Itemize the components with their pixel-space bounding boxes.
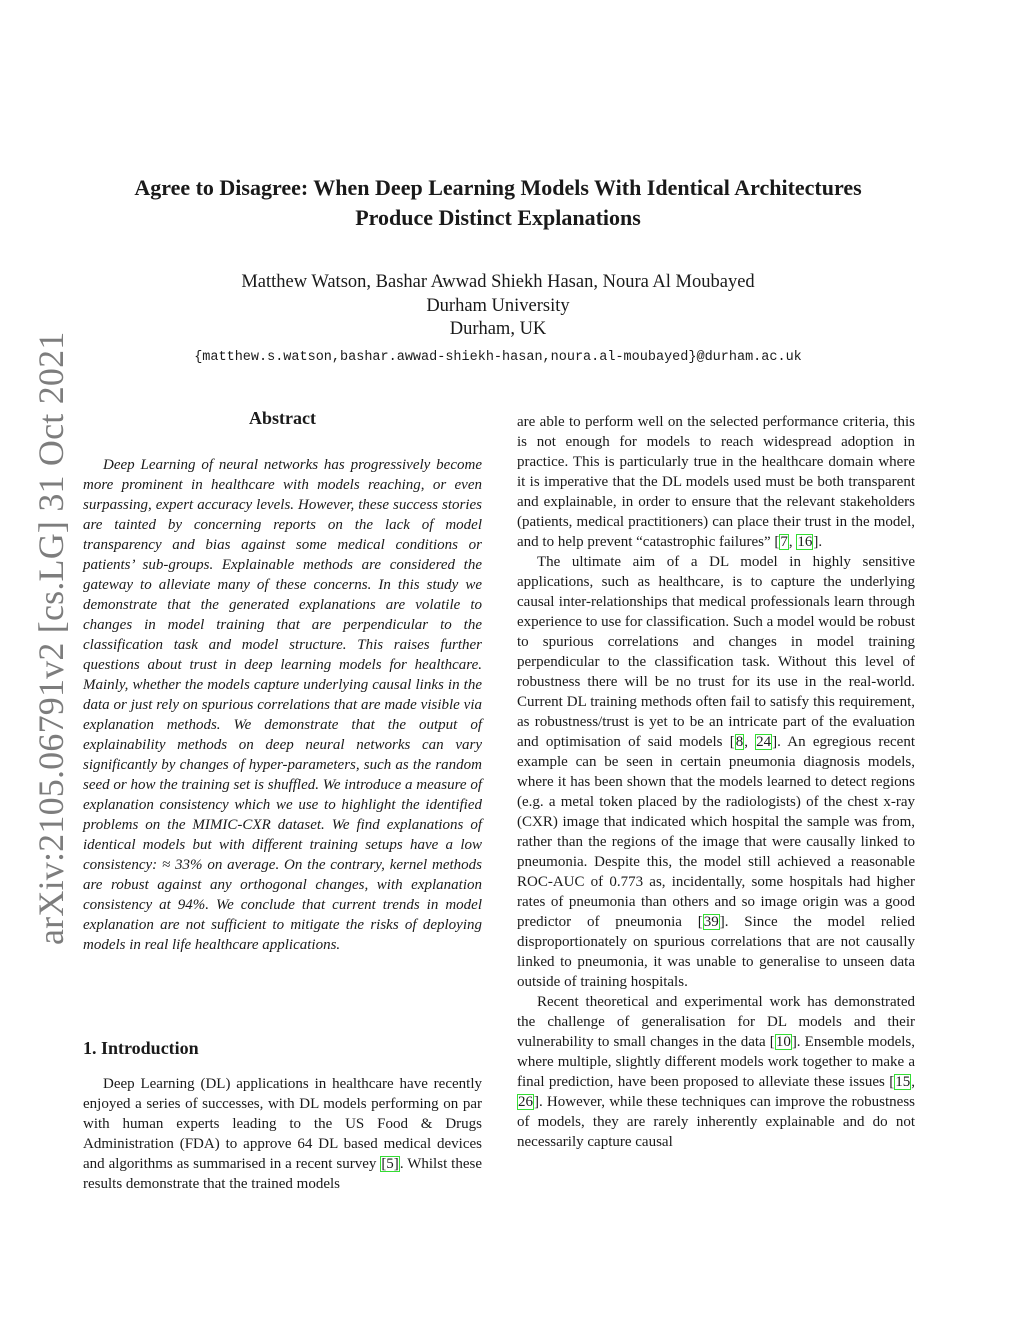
- location: Durham, UK: [449, 319, 547, 339]
- citation-link[interactable]: 16: [797, 534, 813, 550]
- citation-link[interactable]: 15: [895, 1074, 911, 1090]
- title-line-1: Agree to Disagree: When Deep Learning Models With Identical Architectures: [134, 175, 862, 200]
- rc-p3-text: Recent theoretical and experimental work has demonstrated the challenge of generalisation for DL models and their vulnerability to small changes in the data [: [517, 994, 915, 1050]
- rc-p2-tail: ]. Since the model relied disproportionately on spurious correlations that are not causally linked to pneumonia, it was unable to generalise to unseen data outside of training hospitals.: [517, 914, 915, 990]
- citation-link[interactable]: 26: [518, 1094, 533, 1110]
- abstract-heading: Abstract: [249, 408, 316, 428]
- affiliation: Durham University: [426, 295, 570, 316]
- author-block: [60, 271, 936, 369]
- citation-link[interactable]: [5]: [381, 1156, 399, 1172]
- rc-p1-tail: ].: [813, 534, 823, 550]
- introduction-heading: 1. Introduction: [83, 1038, 199, 1058]
- arxiv-identifier: arXiv:2105.06791v2 [cs.LG] 31 Oct 2021: [31, 331, 71, 945]
- intro-p1-tail: . Whilst these results demonstrate that the trained models: [83, 1156, 482, 1192]
- right-paragraph-2: [517, 552, 915, 992]
- paper-title: [60, 173, 936, 233]
- citation-link[interactable]: 10: [775, 1034, 791, 1050]
- rc-p2-mid: ]. An egregious recent example can be seen in certain pneumonia diagnosis models, where it has been shown that the models learned to detect regions (e.g. a metal token placed by the radiologists) of the chest x-ray (CXR) image that indicated which hospital the sample was from, rather than the regions of the image that were causally linked to pneumonia. Despite this, the model still achieved a reasonable ROC-AUC of 0.773 as, incidentally, some hospitals had higher rates of pneumonia than others and so image origin was a good predictor of pneumonia [: [517, 734, 916, 930]
- citation-link[interactable]: 39: [703, 914, 719, 930]
- cite-sep: ,: [744, 734, 756, 750]
- rc-p3-mid: ]. Ensemble models, where multiple, slightly different models work together to make a final prediction, have been proposed to alleviate these issues [: [517, 1034, 915, 1090]
- right-paragraph-3: [517, 992, 915, 1152]
- title-line-2: Produce Distinct Explanations: [355, 205, 641, 230]
- citation-link[interactable]: 24: [756, 734, 772, 750]
- author-emails: {matthew.s.watson,bashar.awwad-shiekh-hasan,noura.al-moubayed}@durham.ac.uk: [194, 349, 802, 365]
- cite-sep: ,: [788, 534, 797, 550]
- rc-p3-tail: ]. However, while these techniques can improve the robustness of models, they are rarely inherently explainable and do not necessarily capture causal: [517, 1094, 915, 1150]
- citation-link[interactable]: 8: [735, 734, 744, 750]
- intro-p1-text: Deep Learning (DL) applications in healthcare have recently enjoyed a series of successes, with DL models performing on par with human experts leading to the US Food & Drugs Administration (FDA) to approve 64 DL based medical devices and algorithms as summarised in a recent survey: [83, 1076, 482, 1172]
- introduction-paragraph-1: [83, 1074, 482, 1194]
- rc-p1-text: are able to perform well on the selected performance criteria, this is not enough for models to reach widespread adoption in practice. This is particularly true in the healthcare domain where it is imperative that the DL models used must be both transparent and explainable, in order to ensure that the relevant stakeholders (patients, medical practitioners) can place their trust in the model, and to help prevent “catastrophic failures” [: [517, 414, 915, 550]
- abstract-text: Deep Learning of neural networks has progressively become more prominent in healthcare with models reaching, or even surpassing, expert accuracy levels. However, these success stories are tainted by concerning reports on the lack of model transparency and bias against some medical conditions or patients’ sub-groups. Explainable methods are considered the gateway to alleviate many of these concerns. In this study we demonstrate that the generated explanations are volatile to changes in model training that are perpendicular to the classification task and model structure. This raises further questions about trust in deep learning models for healthcare. Mainly, whether the models capture underlying causal links in the data or just rely on spurious correlations that are made visible via explanation methods. We demonstrate that the output of explainability methods on deep neural networks can vary significantly by changes of hyper-parameters, such as the random seed or how the training set is shuffled. We introduce a measure of explanation consistency which we use to highlight the identified problems on the MIMIC-CXR dataset. We find explanations of identical models but with different training setups have a low consistency: ≈ 33% on average. On the contrary, kernel methods are robust against any orthogonal changes, with explanation consistency at 94%. We conclude that current trends in model explanation are not sufficient to mitigate the risks of deploying models in real life healthcare applications.: [83, 457, 482, 953]
- rc-p2-text: The ultimate aim of a DL model in highly sensitive applications, such as healthcare, is to capture the underlying causal inter-relationships that medical professionals learn through experience to use for classification. Such a model would be robust to spurious correlations and changes in model training perpendicular to the classification task. Without this level of robustness there will be no trust for its use in the real-world. Current DL training methods often fail to satisfy this requirement, as robustness/trust is yet to be an intricate part of the evaluation and optimisation of said models [: [517, 554, 915, 750]
- cite-sep: ,: [911, 1074, 915, 1090]
- right-paragraph-1: [517, 412, 915, 552]
- citation-link[interactable]: 7: [780, 534, 788, 550]
- right-column: [517, 412, 915, 1152]
- authors: Matthew Watson, Bashar Awwad Shiekh Hasan, Noura Al Moubayed: [241, 272, 755, 292]
